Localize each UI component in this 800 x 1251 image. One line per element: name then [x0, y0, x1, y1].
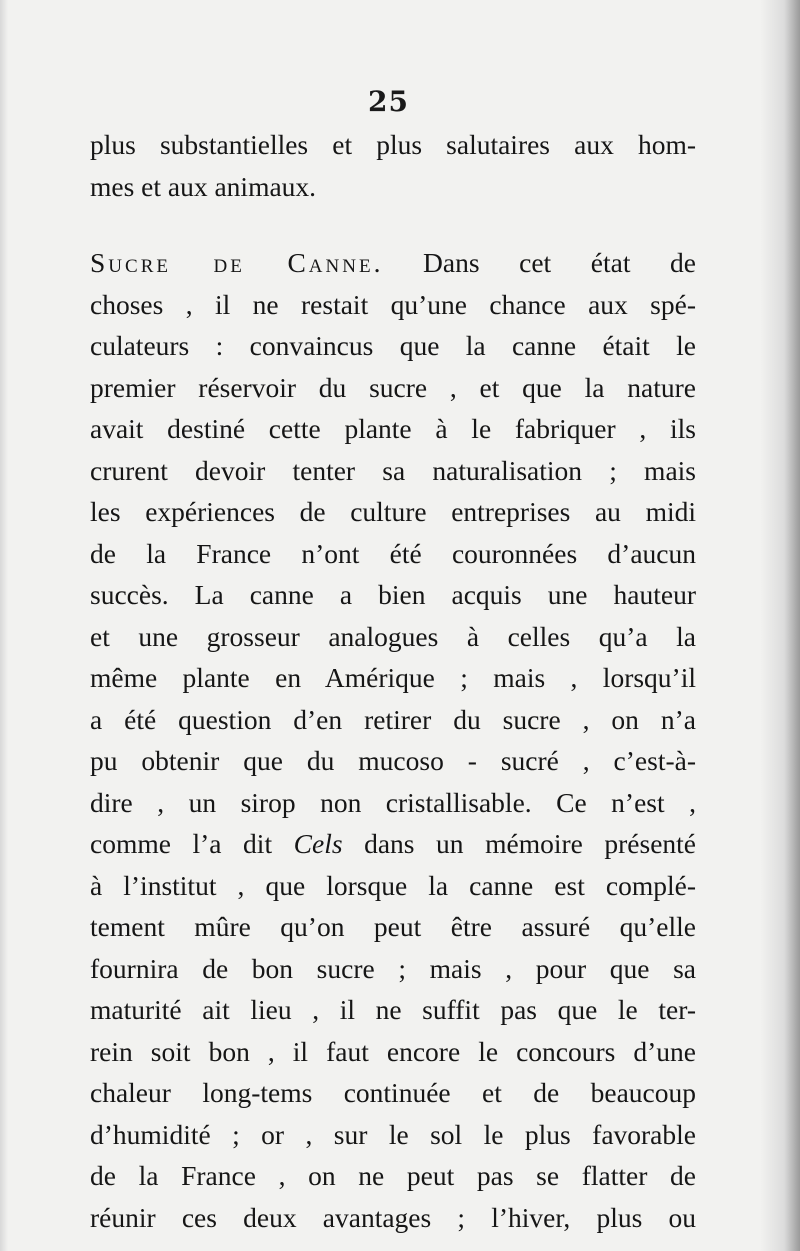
- text-line: et une grosseur analogues à celles qu’a la: [90, 620, 696, 652]
- text-line: à l’institut , que lorsque la canne est complé-: [90, 869, 696, 901]
- text-line: maturité ait lieu , il ne suffit pas que le ter-: [90, 994, 696, 1025]
- text-line-cels: [90, 823, 696, 865]
- author-name-cels: Cels: [293, 828, 343, 859]
- text-line: mes et aux animaux.: [90, 170, 317, 202]
- text-line: culateurs : convaincus que la canne était le: [90, 330, 696, 361]
- text-line: a été question d’en retirer du sucre , on n’a: [90, 703, 696, 735]
- text-line: dire , un sirop non cristallisable. Ce n’est ,: [90, 786, 696, 818]
- text-line: choses , il ne restait qu’une chance aux spé-: [90, 288, 696, 320]
- text-line: premier réservoir du sucre , et que la nature: [90, 371, 696, 403]
- paragraph-spacer: [90, 207, 696, 242]
- text-line: de la France n’ont été couronnées d’aucun: [90, 537, 696, 569]
- text-line: plus substantielles et plus salutaires aux hom-: [90, 129, 696, 160]
- text-line: les expériences de culture entreprises au midi: [90, 496, 696, 527]
- text-line: avait destiné cette plante à le fabriquer , ils: [90, 413, 696, 444]
- heading-line-rest: Dans cet état de: [383, 247, 697, 278]
- text-line: chaleur long-tems continuée et de beaucoup: [90, 1077, 696, 1108]
- page-edge-right: [760, 0, 800, 1251]
- text-line: rein soit bon , il faut encore le concours d’une: [90, 1035, 696, 1067]
- text-line: tement mûre qu’on peut être assuré qu’elle: [90, 911, 696, 942]
- page-number: 25: [368, 85, 409, 118]
- text-line: même plante en Amérique ; mais , lorsqu’il: [90, 662, 696, 693]
- section-heading: Sucre de Canne.: [90, 247, 384, 278]
- text-line: d’humidité ; or , sur le sol le plus favorable: [90, 1118, 696, 1150]
- text-line: succès. La canne a bien acquis une hauteur: [90, 579, 696, 610]
- text-line: fournira de bon sucre ; mais , pour que sa: [90, 952, 696, 984]
- cels-line-before: comme l’a dit: [90, 828, 294, 859]
- cels-line-after: dans un mémoire présenté: [342, 828, 697, 859]
- text-line-heading: [90, 242, 696, 284]
- text-line: crurent devoir tenter sa naturalisation ; mais: [90, 454, 696, 486]
- text-line: réunir ces deux avantages ; l’hiver, plus ou: [90, 1201, 696, 1233]
- text-line: pu obtenir que du mucoso - sucré , c’est-à-: [90, 745, 696, 776]
- page-edge-left: [0, 0, 8, 1251]
- text-line: de la France , on ne peut pas se flatter de: [90, 1160, 696, 1191]
- body-text: [90, 124, 696, 1238]
